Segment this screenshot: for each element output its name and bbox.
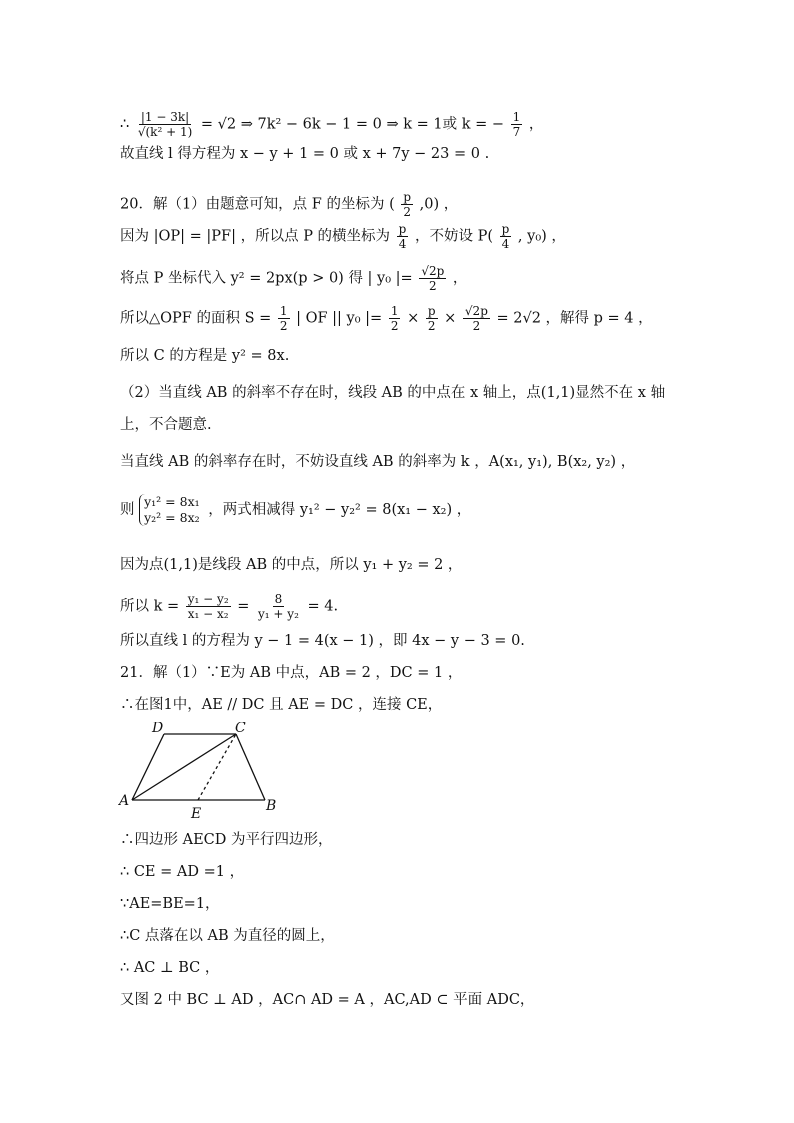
line-7: 所以 C 的方程是 y² = 8x. bbox=[120, 348, 290, 364]
dashed-ce bbox=[198, 734, 236, 800]
equation-system: y₁² = 8x₁ y₂² = 8x₂ bbox=[139, 494, 200, 526]
fraction: $\frac{|1 - 3k|}{\text{√(k² + 1)}}$ bbox=[137, 110, 193, 139]
line-13: 所以直线 l 的方程为 y − 1 = 4(x − 1) ，即 4x − y − 3 = 0. bbox=[120, 633, 525, 649]
fraction: $\frac{p}{2}$ bbox=[403, 190, 412, 219]
line-15: ∴在图1中，AE // DC 且 AE = DC ，连接 CE， bbox=[120, 697, 443, 713]
fraction: $\frac{p}{2}$ bbox=[427, 304, 436, 333]
label-b: B bbox=[266, 798, 277, 814]
line-10: 则 y₁² = 8x₁ y₂² = 8x₂ ，两式相减得 y₁² − y₂² = 8(x₁ − x₂) ， bbox=[120, 494, 472, 525]
fraction: $\frac{p}{4}$ bbox=[501, 222, 510, 251]
label-e: E bbox=[191, 806, 202, 822]
fraction: $\frac{1}{2}$ bbox=[279, 304, 288, 333]
line-11: 因为点(1,1)是线段 AB 的中点，所以 y₁ + y₂ = 2 ， bbox=[120, 557, 463, 573]
label-c: C bbox=[235, 722, 246, 736]
line-19: ∴C 点落在以 AB 为直径的圆上， bbox=[120, 928, 335, 944]
label-d: D bbox=[152, 722, 164, 736]
line-2: 故直线 l 得方程为 x − y + 1 = 0 或 x + 7y − 23 = 0 . bbox=[120, 146, 490, 162]
fraction: $\frac{√2p}{2}$ bbox=[464, 304, 488, 333]
line-20: ∴ AC ⊥ BC ， bbox=[120, 960, 220, 976]
line-14: 21．解（1）∵E为 AB 中点，AB = 2 ，DC = 1 ， bbox=[120, 665, 463, 681]
line-3: 20．解（1）由题意可知，点 F 的坐标为 ( $\frac{p}{2}$ ,0) ， bbox=[120, 190, 459, 219]
edge-cb bbox=[236, 734, 265, 800]
label-a: A bbox=[119, 793, 130, 809]
fraction: $\frac{\text{y₁ − y₂}}{\text{x₁ − x₂}}$ bbox=[187, 592, 229, 621]
fraction: $\frac{1}{2}$ bbox=[390, 304, 399, 333]
line-6: 所以△OPF 的面积 S = $\frac{1}{2}$ | OF || y₀ |= $\frac{1}{2}$ × $\frac{p}{2}$ × $\frac{√2p}{2}$ = 2√2 ，解得 p = 4 ， bbox=[120, 304, 653, 333]
line-12: 所以 k = $\frac{\text{y₁ − y₂}}{\text{x₁ − x₂}}$ = $\frac{8}{\text{y₁ + y₂}}$ = 4. bbox=[120, 592, 339, 621]
line-1: ∴ $\frac{|1 - 3k|}{\text{√(k² + 1)}}$ = √2 ⇒ 7k² − 6k − 1 = 0 ⇒ k = 1或 k = − $\frac{1}{7}$ ， bbox=[120, 110, 544, 139]
fraction: $\frac{8}{\text{y₁ + y₂}}$ bbox=[258, 592, 299, 621]
line-9: 当直线 AB 的斜率存在时，不妨设直线 AB 的斜率为 k ，A(x₁, y₁), B(x₂, y₂) ， bbox=[120, 454, 636, 470]
line-18: ∵AE=BE=1， bbox=[120, 896, 220, 912]
fraction: $\frac{√2p}{2}$ bbox=[421, 264, 445, 293]
line-8: （2）当直线 AB 的斜率不存在时，线段 AB 的中点在 x 轴上，点(1,1)显然不在 x 轴上，不合题意. bbox=[120, 385, 666, 433]
fraction: $\frac{p}{4}$ bbox=[398, 222, 407, 251]
line-5: 将点 P 坐标代入 y² = 2px(p > 0) 得 | y₀ |= $\frac{√2p}{2}$ ， bbox=[120, 264, 468, 293]
line-17: ∴ CE = AD =1 ， bbox=[120, 864, 245, 880]
line-16: ∴四边形 AECD 为平行四边形， bbox=[120, 832, 333, 848]
trapezoid-figure bbox=[118, 722, 288, 822]
fraction: $\frac{1}{7}$ bbox=[512, 110, 521, 139]
line-4: 因为 |OP| = |PF| ，所以点 P 的横坐标为 $\frac{p}{4}$ ，不妨设 P( $\frac{p}{4}$ , y₀) ， bbox=[120, 222, 566, 251]
line-21: 又图 2 中 BC ⊥ AD ，AC∩ AD = A ，AC,AD ⊂ 平面 ADC， bbox=[120, 992, 535, 1008]
